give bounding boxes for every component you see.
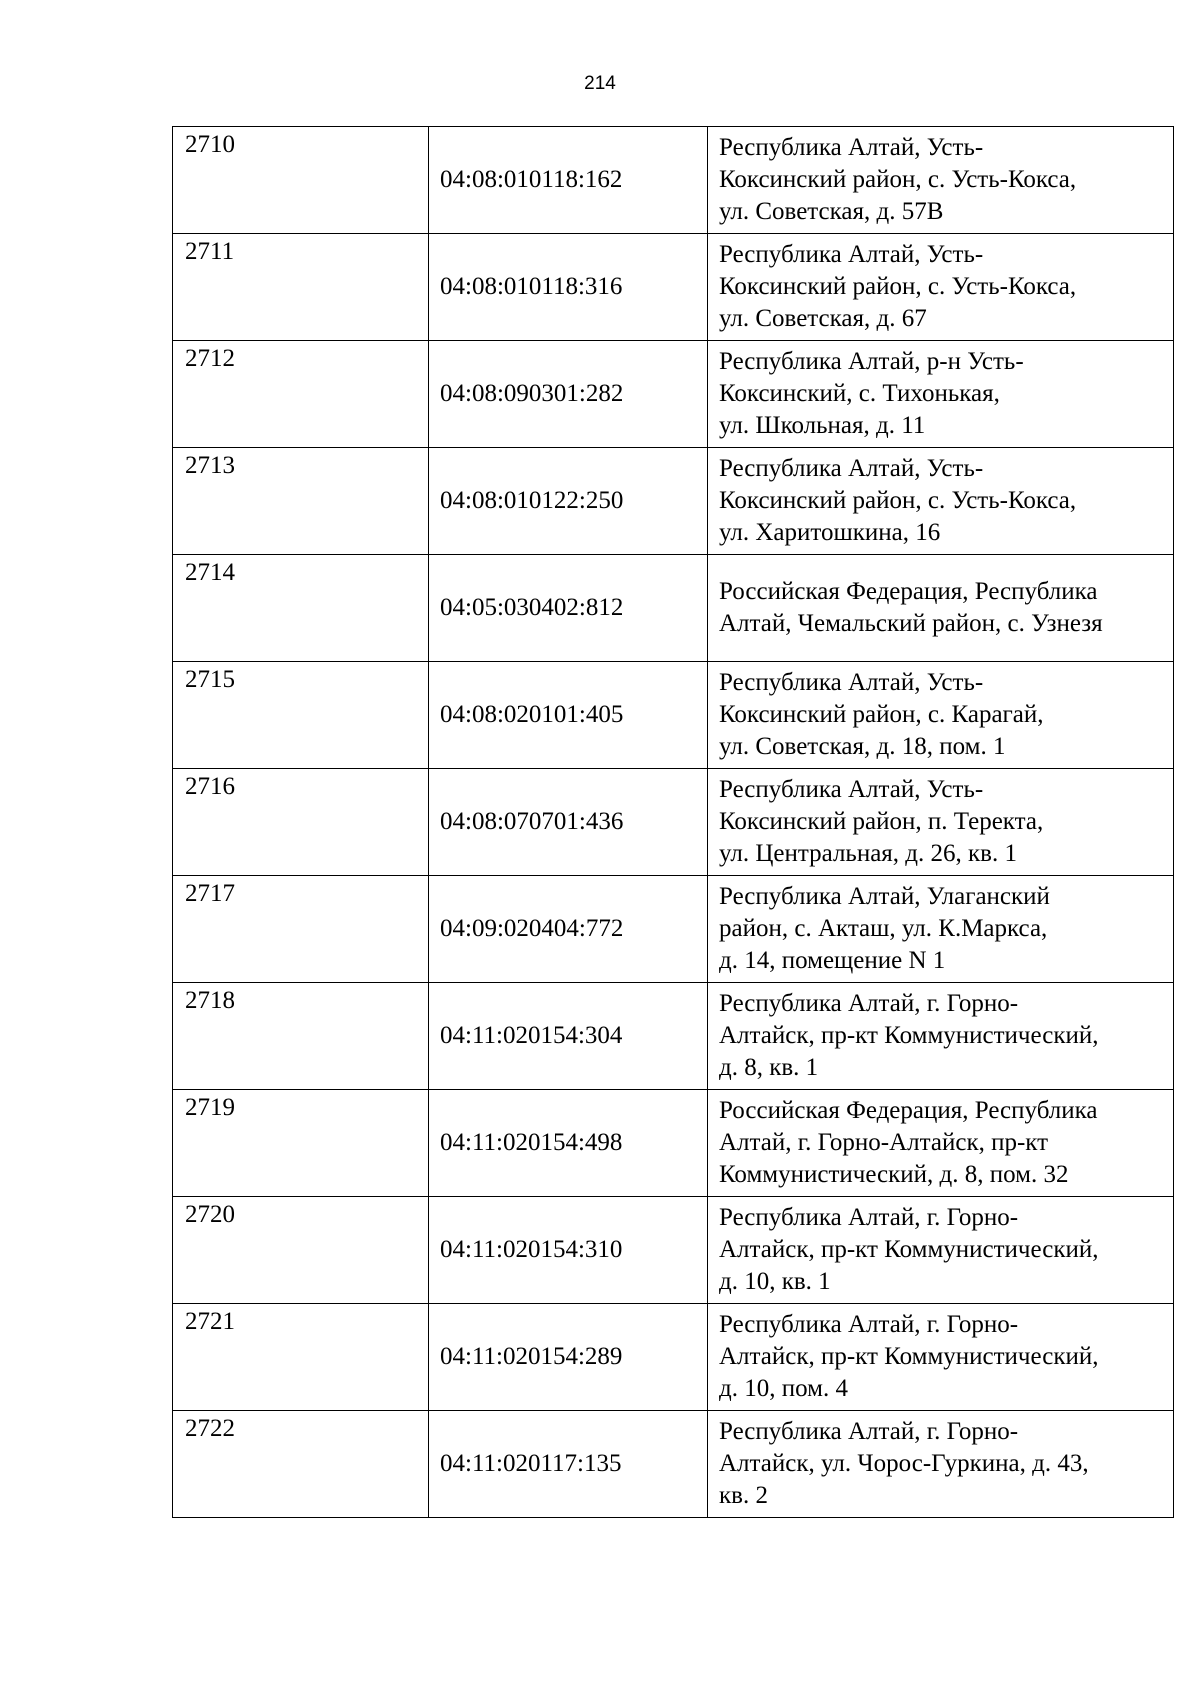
- cadastral-number-cell: 04:08:010118:162: [429, 127, 708, 234]
- address-cell: [708, 555, 1174, 662]
- row-number-cell: 2716: [173, 769, 429, 876]
- address-cell: [708, 769, 1174, 876]
- table-row: [173, 1197, 1174, 1304]
- address-line: Республика Алтай, г. Горно-: [719, 990, 1019, 1017]
- address-line: ул. Школьная, д. 11: [719, 412, 926, 439]
- address-line: Республика Алтай, г. Горно-: [719, 1418, 1019, 1445]
- address-cell: [708, 341, 1174, 448]
- address-line: д. 10, пом. 4: [719, 1375, 848, 1402]
- address-line: д. 8, кв. 1: [719, 1054, 819, 1081]
- cadastral-number-cell: 04:11:020117:135: [429, 1411, 708, 1518]
- address-line: д. 10, кв. 1: [719, 1268, 831, 1295]
- row-number-cell: 2715: [173, 662, 429, 769]
- table-row: [173, 1090, 1174, 1197]
- table-row: [173, 234, 1174, 341]
- address-line: ул. Советская, д. 67: [719, 305, 927, 332]
- row-number-cell: 2720: [173, 1197, 429, 1304]
- address-cell: [708, 1197, 1174, 1304]
- address-line: Коксинский район, с. Усть-Кокса,: [719, 166, 1077, 193]
- row-number-cell: 2722: [173, 1411, 429, 1518]
- address-line: ул. Харитошкина, 16: [719, 519, 941, 546]
- table-row: [173, 983, 1174, 1090]
- address-line: Республика Алтай, Улаганский: [719, 883, 1050, 910]
- row-number-cell: 2713: [173, 448, 429, 555]
- row-number-cell: 2719: [173, 1090, 429, 1197]
- address-line: ул. Советская, д. 57В: [719, 198, 944, 225]
- address-line: Коксинский район, п. Теректа,: [719, 808, 1044, 835]
- table-row: [173, 876, 1174, 983]
- address-cell: [708, 234, 1174, 341]
- address-line: Алтайск, пр-кт Коммунистический,: [719, 1022, 1099, 1049]
- property-registry-table: [172, 126, 1174, 1518]
- row-number-cell: 2712: [173, 341, 429, 448]
- address-line: Алтай, Чемальский район, с. Узнезя: [719, 610, 1103, 637]
- table-row: [173, 341, 1174, 448]
- row-number-cell: 2721: [173, 1304, 429, 1411]
- address-cell: [708, 127, 1174, 234]
- address-line: Алтайск, пр-кт Коммунистический,: [719, 1236, 1099, 1263]
- address-line: Республика Алтай, г. Горно-: [719, 1204, 1019, 1231]
- address-line: Российская Федерация, Республика: [719, 1097, 1098, 1124]
- address-line: Республика Алтай, Усть-: [719, 134, 984, 161]
- row-number-cell: 2717: [173, 876, 429, 983]
- address-line: Российская Федерация, Республика: [719, 578, 1098, 605]
- table-row: [173, 1411, 1174, 1518]
- address-cell: [708, 1411, 1174, 1518]
- table-row: [173, 769, 1174, 876]
- address-line: Алтайск, пр-кт Коммунистический,: [719, 1343, 1099, 1370]
- address-line: д. 14, помещение N 1: [719, 947, 946, 974]
- address-line: Республика Алтай, р-н Усть-: [719, 348, 1024, 375]
- address-line: ул. Центральная, д. 26, кв. 1: [719, 840, 1017, 867]
- cadastral-number-cell: 04:09:020404:772: [429, 876, 708, 983]
- address-line: Республика Алтай, Усть-: [719, 776, 984, 803]
- address-line: Коксинский район, с. Карагай,: [719, 701, 1044, 728]
- address-cell: [708, 983, 1174, 1090]
- address-line: кв. 2: [719, 1482, 768, 1509]
- row-number-cell: 2714: [173, 555, 429, 662]
- address-line: Коксинский, с. Тихонькая,: [719, 380, 1000, 407]
- cadastral-number-cell: 04:08:070701:436: [429, 769, 708, 876]
- address-line: Республика Алтай, Усть-: [719, 455, 984, 482]
- address-cell: [708, 1090, 1174, 1197]
- cadastral-number-cell: 04:11:020154:310: [429, 1197, 708, 1304]
- cadastral-number-cell: 04:11:020154:289: [429, 1304, 708, 1411]
- table-row: [173, 448, 1174, 555]
- cadastral-number-cell: 04:05:030402:812: [429, 555, 708, 662]
- address-line: Коксинский район, с. Усть-Кокса,: [719, 487, 1077, 514]
- address-cell: [708, 1304, 1174, 1411]
- table-row: [173, 1304, 1174, 1411]
- table-row: [173, 555, 1174, 662]
- address-line: ул. Советская, д. 18, пом. 1: [719, 733, 1006, 760]
- address-cell: [708, 662, 1174, 769]
- cadastral-number-cell: 04:08:020101:405: [429, 662, 708, 769]
- cadastral-number-cell: 04:08:010118:316: [429, 234, 708, 341]
- address-line: Республика Алтай, г. Горно-: [719, 1311, 1019, 1338]
- address-line: Коксинский район, с. Усть-Кокса,: [719, 273, 1077, 300]
- row-number-cell: 2711: [173, 234, 429, 341]
- cadastral-number-cell: 04:08:010122:250: [429, 448, 708, 555]
- address-line: Коммунистический, д. 8, пом. 32: [719, 1161, 1069, 1188]
- cadastral-number-cell: 04:11:020154:498: [429, 1090, 708, 1197]
- address-line: Алтайск, ул. Чорос-Гуркина, д. 43,: [719, 1450, 1089, 1477]
- address-line: Республика Алтай, Усть-: [719, 241, 984, 268]
- address-line: Алтай, г. Горно-Алтайск, пр-кт: [719, 1129, 1049, 1156]
- cadastral-number-cell: 04:11:020154:304: [429, 983, 708, 1090]
- address-cell: [708, 448, 1174, 555]
- row-number-cell: 2718: [173, 983, 429, 1090]
- page-number: 214: [584, 73, 616, 94]
- address-cell: [708, 876, 1174, 983]
- address-line: Республика Алтай, Усть-: [719, 669, 984, 696]
- row-number-cell: 2710: [173, 127, 429, 234]
- cadastral-number-cell: 04:08:090301:282: [429, 341, 708, 448]
- address-line: район, с. Акташ, ул. К.Маркса,: [719, 915, 1048, 942]
- table-row: [173, 127, 1174, 234]
- table-row: [173, 662, 1174, 769]
- registry-table-body: [173, 127, 1174, 1518]
